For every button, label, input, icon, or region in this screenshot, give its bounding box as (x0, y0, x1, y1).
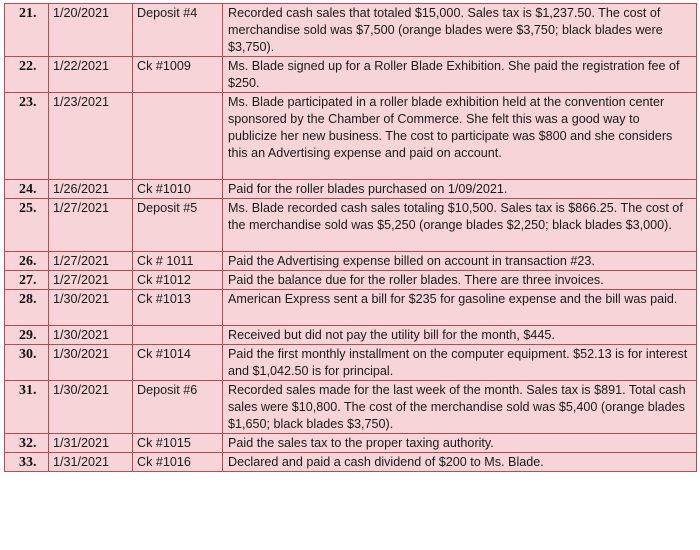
transaction-date: 1/31/2021 (49, 453, 133, 472)
transaction-date: 1/30/2021 (49, 326, 133, 345)
transaction-description: Received but did not pay the utility bill for the month, $445. (223, 326, 697, 345)
transaction-reference (133, 93, 223, 180)
transaction-description: Paid the first monthly installment on the computer equipment. $52.13 is for interest and $1,042.50 is for principal. (223, 345, 697, 381)
table-row (5, 199, 697, 252)
transaction-date: 1/27/2021 (49, 252, 133, 271)
table-row (5, 271, 697, 290)
table-row (5, 93, 697, 180)
transaction-description: Paid the Advertising expense billed on account in transaction #23. (223, 252, 697, 271)
transaction-number: 28. (5, 290, 49, 326)
transaction-reference: Ck #1010 (133, 180, 223, 199)
transaction-reference: Ck #1014 (133, 345, 223, 381)
transaction-number: 23. (5, 93, 49, 180)
transactions-sheet (4, 3, 696, 547)
table-row (5, 453, 697, 472)
transaction-date: 1/26/2021 (49, 180, 133, 199)
table-row (5, 252, 697, 271)
transaction-description: Paid the sales tax to the proper taxing authority. (223, 434, 697, 453)
table-row (5, 381, 697, 434)
transaction-number: 26. (5, 252, 49, 271)
transaction-date: 1/23/2021 (49, 93, 133, 180)
transaction-description: Recorded sales made for the last week of the month. Sales tax is $891. Total cash sales were $10,800. The cost of the merchandise sold was $5,400 (orange blades $1,650; black blades $3,750). (223, 381, 697, 434)
transaction-description: Ms. Blade signed up for a Roller Blade Exhibition. She paid the registration fee of $250. (223, 57, 697, 93)
table-row (5, 326, 697, 345)
transaction-description: Declared and paid a cash dividend of $200 to Ms. Blade. (223, 453, 697, 472)
transaction-date: 1/27/2021 (49, 271, 133, 290)
table-row (5, 57, 697, 93)
transaction-date: 1/31/2021 (49, 434, 133, 453)
table-row (5, 4, 697, 57)
transaction-reference: Deposit #6 (133, 381, 223, 434)
transaction-reference (133, 326, 223, 345)
transaction-date: 1/30/2021 (49, 381, 133, 434)
transaction-reference: Ck #1009 (133, 57, 223, 93)
transaction-description: American Express sent a bill for $235 for gasoline expense and the bill was paid. (223, 290, 697, 326)
table-row (5, 345, 697, 381)
transaction-number: 33. (5, 453, 49, 472)
transaction-reference: Ck #1015 (133, 434, 223, 453)
transaction-description: Recorded cash sales that totaled $15,000. Sales tax is $1,237.50. The cost of merchandise sold was $7,500 (orange blades were $3,750; black blades were $3,750). (223, 4, 697, 57)
transaction-reference: Ck # 1011 (133, 252, 223, 271)
transaction-reference: Deposit #5 (133, 199, 223, 252)
transaction-description: Ms. Blade recorded cash sales totaling $10,500. Sales tax is $866.25. The cost of the merchandise sold was $5,250 (orange blades $2,250; black blades $3,000). (223, 199, 697, 252)
transaction-date: 1/27/2021 (49, 199, 133, 252)
table-row (5, 180, 697, 199)
transaction-date: 1/30/2021 (49, 290, 133, 326)
transaction-date: 1/30/2021 (49, 345, 133, 381)
transaction-description: Ms. Blade participated in a roller blade exhibition held at the convention center sponsored by the Chamber of Commerce. She felt this was a good way to publicize her new business. The cost to participate was $800 and she considers this an Advertising expense and paid on account. (223, 93, 697, 180)
transaction-number: 32. (5, 434, 49, 453)
transaction-number: 22. (5, 57, 49, 93)
transaction-reference: Ck #1012 (133, 271, 223, 290)
transaction-number: 27. (5, 271, 49, 290)
transaction-number: 21. (5, 4, 49, 57)
table-row (5, 290, 697, 326)
transaction-date: 1/22/2021 (49, 57, 133, 93)
transaction-date: 1/20/2021 (49, 4, 133, 57)
transaction-number: 29. (5, 326, 49, 345)
transaction-reference: Ck #1016 (133, 453, 223, 472)
transaction-number: 31. (5, 381, 49, 434)
transaction-reference: Deposit #4 (133, 4, 223, 57)
table-row (5, 434, 697, 453)
transaction-description: Paid the balance due for the roller blades. There are three invoices. (223, 271, 697, 290)
transaction-number: 24. (5, 180, 49, 199)
transactions-table (4, 3, 697, 472)
transaction-number: 30. (5, 345, 49, 381)
transaction-number: 25. (5, 199, 49, 252)
transaction-reference: Ck #1013 (133, 290, 223, 326)
transaction-description: Paid for the roller blades purchased on 1/09/2021. (223, 180, 697, 199)
